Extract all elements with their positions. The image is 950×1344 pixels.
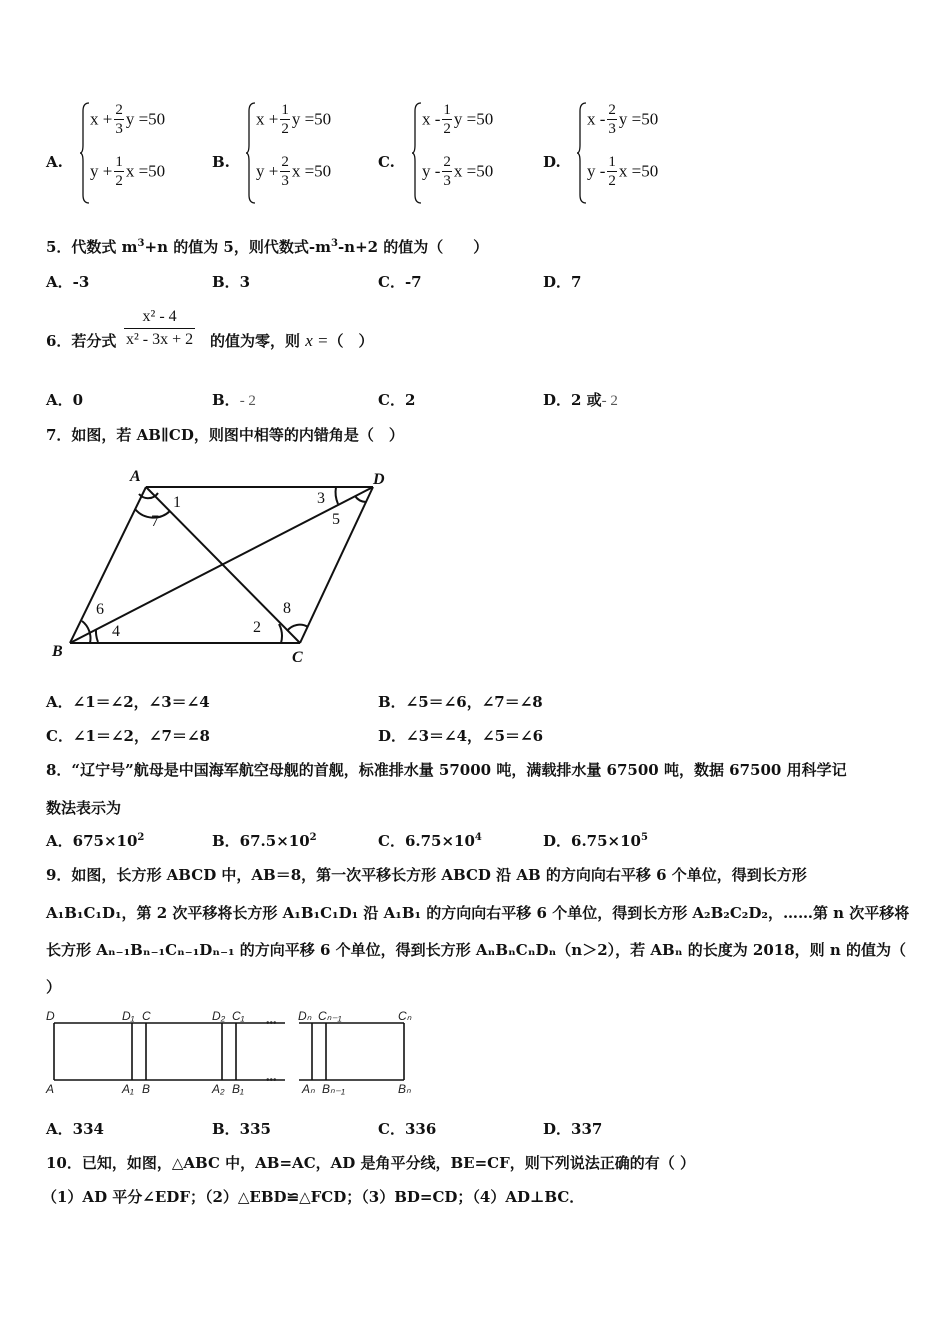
q9-ellipsis-top: ••• [266,1018,277,1029]
q4-option-c-letter[interactable]: C. [378,153,395,171]
q8-option-d[interactable]: D．$6.75\times 10^5$ [543,832,648,850]
q5-option-b[interactable]: B．3 [212,273,251,291]
q4-option-c-system [412,101,532,205]
q7-figure [40,460,400,670]
vertex-a-label: A [130,468,141,485]
q8-stem-line1: 8．“辽宁号”航母是中国海军航空母舰的首舰，标准排水量 57000 吨，满载排水量 67500 吨，数据 67500 用科学记 [46,761,847,779]
q9-label-an: Aₙ [302,1082,315,1096]
q9-label-cn: Cₙ [398,1009,412,1023]
q9-option-b[interactable]: B．335 [212,1120,271,1138]
angle-4-label: 4 [112,623,120,640]
q9-stem-line4: ） [46,978,62,996]
q4-option-d-letter[interactable]: D. [543,153,561,171]
q4-equation-1: x + $\frac{1}{2}$ y =50 [256,102,332,137]
q6-variable: x = [305,331,329,350]
q9-label-d2: D₂ [212,1009,226,1023]
q5-option-d[interactable]: D．7 [543,273,582,291]
q6-stem-lead: 6．若分式 [46,332,117,350]
q9-label-bn-1: Bₙ₋₁ [322,1082,345,1096]
angle-5-label: 5 [332,511,340,528]
angle-6-label: 6 [96,601,104,618]
q9-label-c: C [142,1009,151,1023]
q9-stem-line1: 9．如图，长方形 ABCD 中，AB＝8，第一次平移长方形 ABCD 沿 AB 的方向向右平移 6 个单位，得到长方形 [46,866,807,884]
q9-label-dn: Dₙ [298,1009,312,1023]
q6-fraction-denominator: x² - 3x + 2 [126,331,194,348]
q7-stem: 7．如图，若 AB∥CD，则图中相等的内错角是（ ） [46,426,404,444]
q9-label-cn-1: Cₙ₋₁ [318,1009,342,1023]
q6-fraction [124,306,195,351]
q4-option-a-system [80,101,200,205]
q10-stem-line2: （1）AD 平分∠EDF；（2）△EBD≌△FCD；（3）BD=CD；（4）AD⊥BC． [42,1188,585,1206]
vertex-d-label: D [373,471,385,488]
q9-figure [40,1006,430,1104]
q9-stem-line2: A₁B₁C₁D₁，第 2 次平移将长方形 A₁B₁C₁D₁ 沿 A₁B₁ 的方向向右平移 6 个单位，得到长方形 A₂B₂C₂D₂，……第 n 次平移将 [46,904,910,922]
q9-label-bn: Bₙ [398,1082,411,1096]
q9-option-d[interactable]: D．337 [543,1120,603,1138]
q9-label-a2: A₂ [212,1082,225,1096]
q9-label-c1: C₁ [232,1009,245,1023]
q5-option-a[interactable]: A．-3 [46,273,90,291]
q4-equation-1: x + $\frac{2}{3}$ y =50 [90,102,166,137]
q5-stem: 5．代数式 $m^3+n$ 的值为 5，则代数式$-m^3-n+2$ 的值为（ ） [46,238,489,256]
q6-option-c[interactable]: C．2 [378,391,416,409]
angle-3-label: 3 [317,490,325,507]
q6-option-a[interactable]: A．0 [46,391,84,409]
q6-option-d[interactable]: D．2 或- 2 [543,391,618,409]
q7-option-d[interactable]: D．∠3＝∠4，∠5＝∠6 [378,727,544,745]
q6-option-b[interactable]: B．- 2 [212,391,256,409]
q9-option-c[interactable]: C．336 [378,1120,437,1138]
q9-label-a1: A₁ [122,1082,134,1096]
left-brace-icon [246,101,256,205]
q4-equation-2: y - $\frac{1}{2}$ x =50 [587,154,659,189]
q7-option-a[interactable]: A．∠1＝∠2，∠3＝∠4 [46,693,210,711]
q4-option-b-system [246,101,366,205]
left-brace-icon [80,101,90,205]
q5-option-c[interactable]: C．-7 [378,273,422,291]
q9-label-b: B [142,1082,151,1096]
q4-equation-2: y - $\frac{2}{3}$ x =50 [422,154,494,189]
q9-label-d: D [46,1009,55,1023]
q9-option-a[interactable]: A．334 [46,1120,104,1138]
angle-7-label: 7 [151,513,159,530]
angle-8-label: 8 [283,600,291,617]
q4-equation-1: x - $\frac{2}{3}$ y =50 [587,102,659,137]
q7-option-b[interactable]: B．∠5＝∠6，∠7＝∠8 [378,693,543,711]
q4-option-d-system [577,101,697,205]
angle-2-label: 2 [253,619,261,636]
vertex-b-label: B [52,643,63,660]
q9-label-b1: B₁ [232,1082,244,1096]
left-brace-icon [577,101,587,205]
left-brace-icon [412,101,422,205]
q8-option-a[interactable]: A．$675\times 10^2$ [46,832,145,850]
q9-label-d1: D₁ [122,1009,135,1023]
q4-equation-1: x - $\frac{1}{2}$ y =50 [422,102,494,137]
q8-stem-line2: 数法表示为 [46,799,122,817]
angle-1-label: 1 [173,494,181,511]
q9-ellipsis-bottom: ••• [266,1075,277,1086]
q4-equation-2: y + $\frac{1}{2}$ x =50 [90,154,166,189]
q6-stem-mid: 的值为零，则 x =（ ） [210,331,374,350]
q9-label-a: A [46,1082,55,1096]
q4-equation-2: y + $\frac{2}{3}$ x =50 [256,154,332,189]
q10-stem-line1: 10．已知，如图，△ABC 中，AB=AC，AD 是角平分线，BE=CF，则下列说法正确的有（ ） [46,1154,695,1172]
q8-option-b[interactable]: B．$67.5\times 10^2$ [212,832,317,850]
q9-stem-line3: 长方形 Aₙ₋₁Bₙ₋₁Cₙ₋₁Dₙ₋₁ 的方向平移 6 个单位，得到长方形 AₙBₙCₙDₙ（n＞2），若 ABₙ 的长度为 2018，则 n 的值为（ [46,941,907,959]
q8-option-c[interactable]: C．$6.75\times 10^4$ [378,832,482,850]
vertex-c-label: C [292,649,303,666]
q4-option-b-letter[interactable]: B. [212,153,230,171]
q6-fraction-numerator: x² - 4 [124,306,195,329]
q7-option-c[interactable]: C．∠1＝∠2，∠7＝∠8 [46,727,210,745]
q4-option-a-letter[interactable]: A. [46,153,63,171]
